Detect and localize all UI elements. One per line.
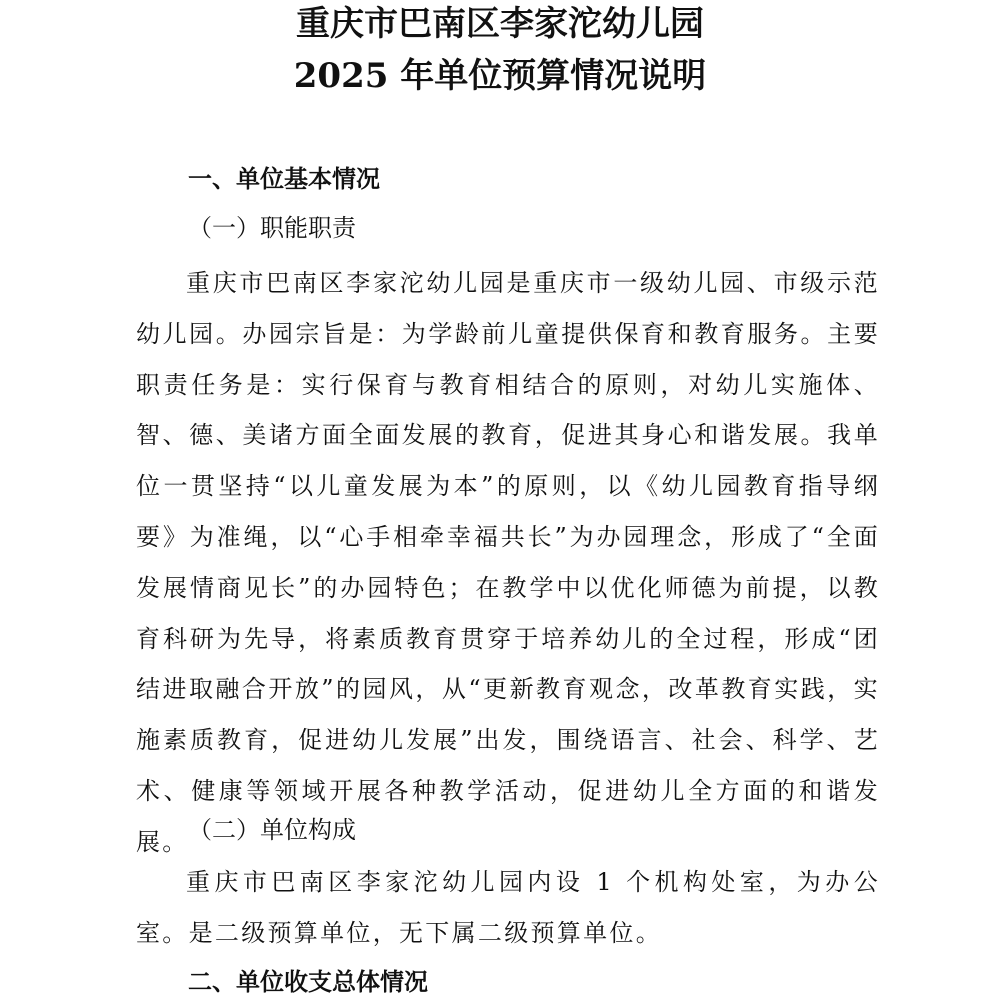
document-title-line2: 2025 年单位预算情况说明 [293, 56, 707, 96]
subsection-heading-functions: （一）职能职责 [188, 214, 356, 242]
document-title-line1: 重庆市巴南区李家沱幼儿园 [296, 4, 704, 44]
section-heading-basic-info: 一、单位基本情况 [188, 164, 380, 193]
paragraph-composition: 重庆市巴南区李家沱幼儿园内设 1 个机构处室，为办公室。是二级预算单位，无下属二级预算单位。 [136, 868, 880, 947]
paragraph-functions: 重庆市巴南区李家沱幼儿园是重庆市一级幼儿园、市级示范幼儿园。办园宗旨是：为学龄前儿童提供保育和教育服务。主要职责任务是：实行保育与教育相结合的原则，对幼儿实施体、智、德、美诸方面全面发展的教育，促进其身心和谐发展。我单位一贯坚持“以儿童发展为本”的原则，以《幼儿园教育指导纲要》为准绳，以“心手相牵幸福共长”为办园理念，形成了“全面发展情商见长”的办园特色；在教学中以优化师德为前提，以教育科研为先导，将素质教育贯穿于培养幼儿的全过程，形成“团结进取融合开放”的园风，从“更新教育观念，改革教育实践，实施素质教育，促进幼儿发展”出发，围绕语言、社会、科学、艺术、健康等领域开展各种教学活动，促进幼儿全方面的和谐发展。 [136, 269, 880, 856]
section-heading-revenue-expenditure: 二、单位收支总体情况 [188, 967, 428, 996]
subsection-heading-composition: （二）单位构成 [188, 816, 356, 844]
